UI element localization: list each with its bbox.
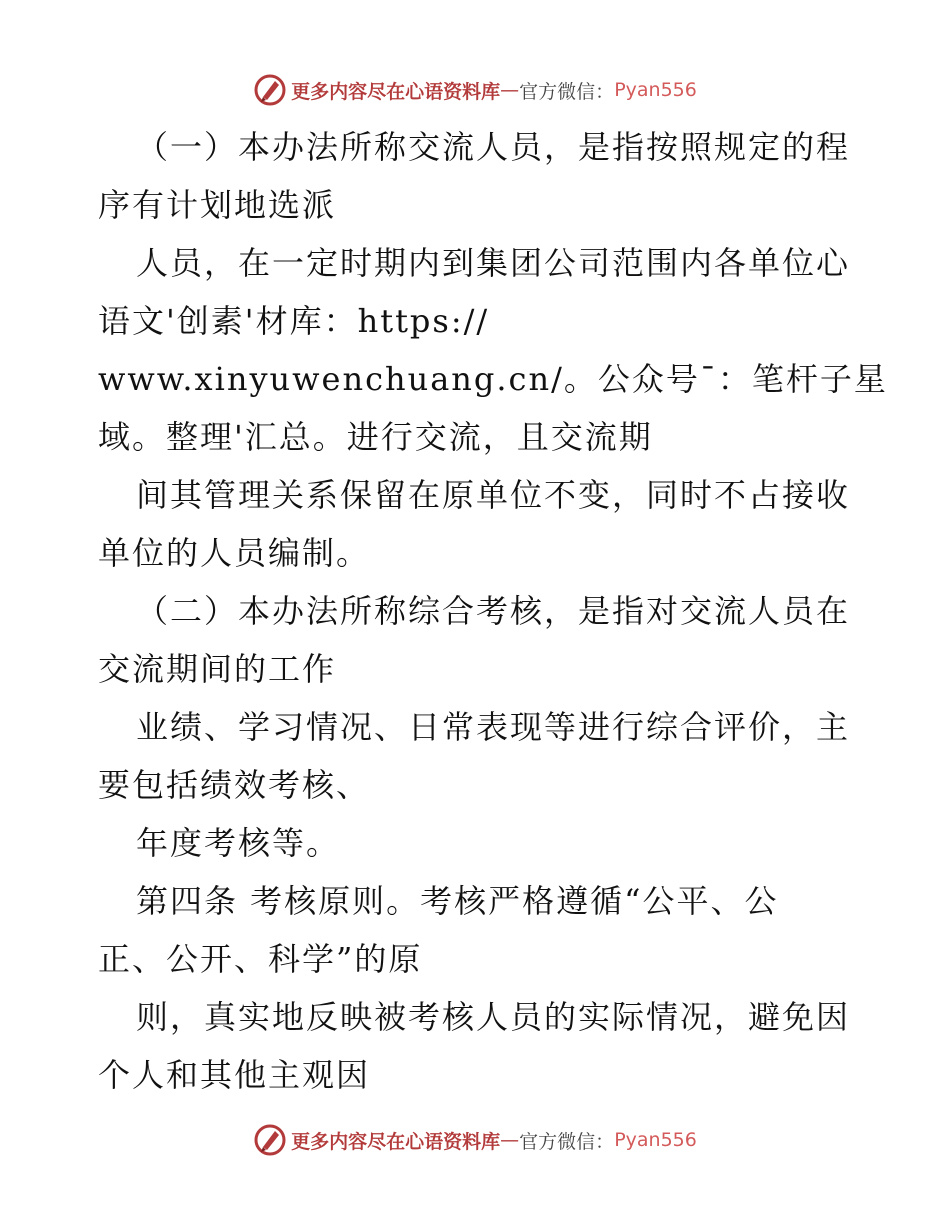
body-line: 第四条 考核原则。考核严格遵循“公平、公 bbox=[136, 882, 779, 920]
body-line: 间其管理关系保留在原单位不变，同时不占接收 bbox=[136, 476, 851, 514]
body-line: 正、公开、科学”的原 bbox=[98, 940, 423, 978]
body-line: 单位的人员编制。 bbox=[98, 534, 371, 572]
document-body bbox=[98, 118, 888, 1104]
pen-nib-logo-icon bbox=[253, 1123, 287, 1157]
site-name: 更多内容尽在心语资料库 bbox=[291, 1130, 501, 1153]
wechat-id: Pyan556 bbox=[614, 1129, 697, 1151]
body-line: （二）本办法所称综合考核，是指对交流人员在 bbox=[136, 592, 851, 630]
body-line: 交流期间的工作 bbox=[98, 650, 337, 688]
body-line: 域。整理'汇总。进行交流，且交流期 bbox=[98, 418, 653, 456]
body-line: 业绩、学习情况、日常表现等进行综合评价，主 bbox=[136, 708, 851, 746]
wechat-label: 官方微信： bbox=[519, 1130, 615, 1153]
pen-nib-logo-icon bbox=[253, 73, 287, 107]
footer-banner bbox=[0, 1120, 950, 1160]
body-line: 则，真实地反映被考核人员的实际情况，避免因 bbox=[136, 998, 851, 1036]
header-banner bbox=[0, 70, 950, 110]
wechat-label: 官方微信： bbox=[519, 80, 615, 103]
body-line: 年度考核等。 bbox=[136, 824, 341, 862]
banner-dash: — bbox=[500, 1129, 520, 1151]
body-line: 人员，在一定时期内到集团公司范围内各单位心 bbox=[136, 244, 851, 282]
body-line: 序有计划地选派 bbox=[98, 186, 337, 224]
wechat-id: Pyan556 bbox=[614, 79, 697, 101]
body-line: 个人和其他主观因 bbox=[98, 1056, 371, 1094]
site-name: 更多内容尽在心语资料库 bbox=[291, 80, 501, 103]
body-line: www.xinyuwenchuang.cn/。公众号¯：笔杆子星 bbox=[98, 360, 888, 398]
banner-dash: — bbox=[500, 79, 520, 101]
body-line: 要包括绩效考核、 bbox=[98, 766, 371, 804]
body-line: 语文'创素'材库：https:// bbox=[98, 302, 490, 340]
body-line: （一）本办法所称交流人员，是指按照规定的程 bbox=[136, 128, 851, 166]
